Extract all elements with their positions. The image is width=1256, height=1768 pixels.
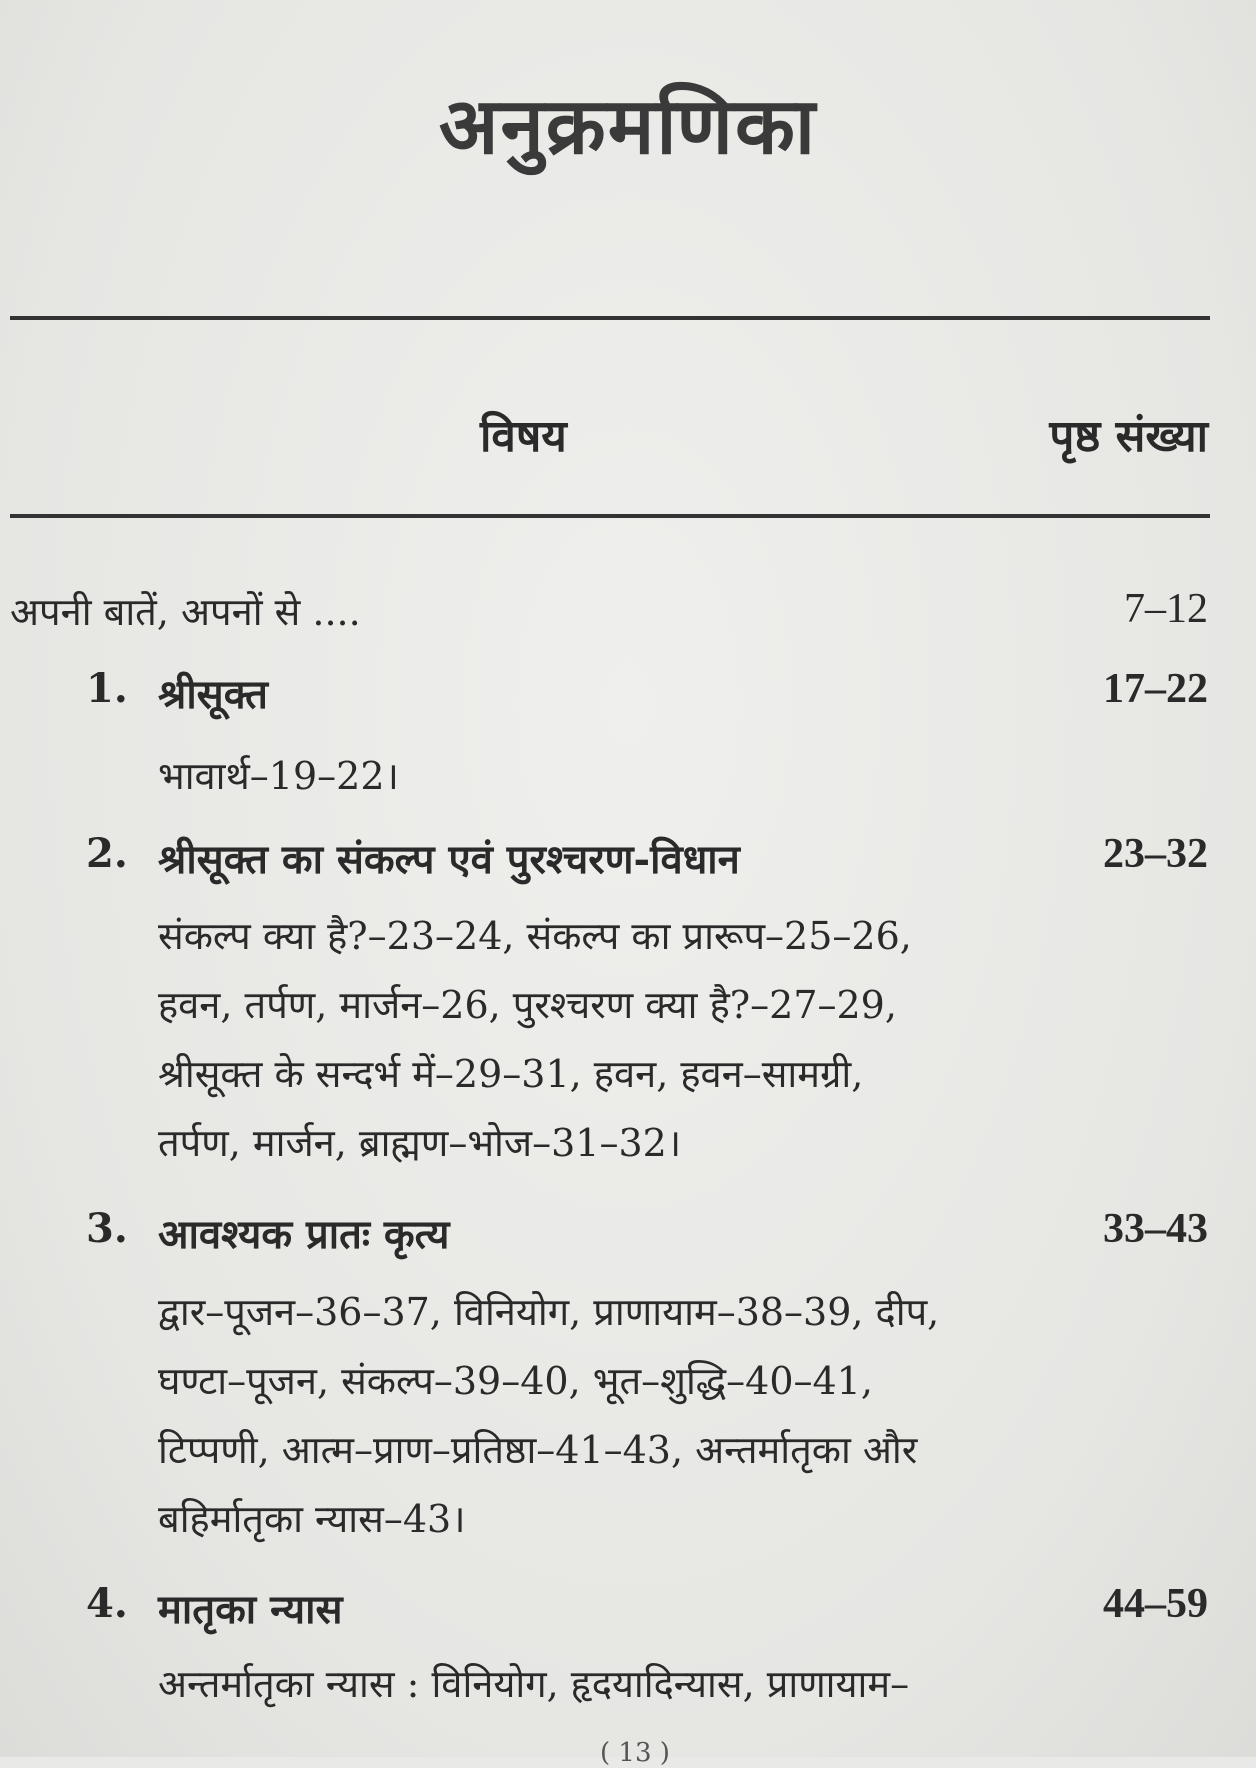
subtopic-line: अन्तर्मातृका न्यास : विनियोग, हृदयादिन्यास, प्राणायाम– [158,1662,910,1706]
chapter-number: 1. [86,665,128,712]
chapter-title: श्रीसूक्त का संकल्प एवं पुरश्चरण-विधान [158,836,740,883]
chapter-1-subtopics [158,742,1058,811]
chapter-3-subtopics [158,1278,1058,1554]
intro-pages: 7–12 [1124,586,1208,632]
intro-title: अपनी बातें, अपनों से .... [10,590,361,634]
subject-column-header: विषय [480,411,567,462]
subtopic-line: टिप्पणी, आत्म–प्राण–प्रतिष्ठा–41–43, अन्तर्मातृका और [158,1428,918,1472]
top-divider [10,316,1210,320]
chapter-number: 3. [86,1205,128,1252]
header-divider [10,514,1210,518]
chapter-pages: 33–43 [1103,1206,1208,1252]
subtopic-line: द्वार–पूजन–36–37, विनियोग, प्राणायाम–38–39, दीप, [158,1290,940,1334]
chapter-pages: 44–59 [1103,1581,1208,1627]
subtopic-line: घण्टा–पूजन, संकल्प–39–40, भूत–शुद्धि–40–41, [158,1359,873,1403]
chapter-2-subtopics [158,902,1058,1178]
chapter-title: मातृका न्यास [158,1586,343,1633]
page-number-column-header: पृष्ठ संख्या [1049,411,1208,462]
page-number-footer: ( 13 ) [600,1738,670,1768]
chapter-title: श्रीसूक्त [158,671,268,718]
chapter-4-subtopics [158,1650,1158,1719]
subtopic-line: तर्पण, मार्जन, ब्राह्मण–भोज–31–32। [158,1121,682,1165]
chapter-title: आवश्यक प्रातः कृत्य [158,1211,450,1258]
chapter-pages: 23–32 [1103,831,1208,877]
subtopic-line: संकल्प क्या है?–23–24, संकल्प का प्रारूप–25–26, [158,914,912,958]
subtopic-line: श्रीसूक्त के सन्दर्भ में–29–31, हवन, हवन–सामग्री, [158,1052,864,1096]
subtopic-line: बहिर्मातृका न्यास–43। [158,1497,466,1541]
page-title: अनुक्रमणिका [438,81,818,172]
subtopic-line: भावार्थ–19–22। [158,754,399,798]
chapter-pages: 17–22 [1103,666,1208,712]
subtopic-line: हवन, तर्पण, मार्जन–26, पुरश्चरण क्या है?–27–29, [158,983,897,1027]
chapter-number: 2. [86,830,128,877]
chapter-number: 4. [86,1580,128,1627]
